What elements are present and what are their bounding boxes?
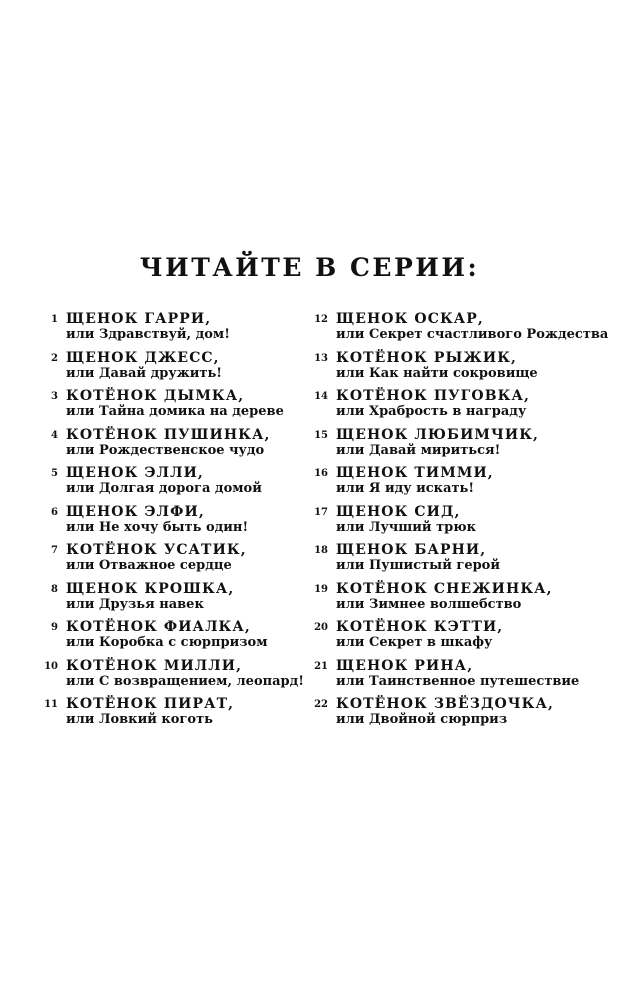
book-number: 16 (314, 468, 328, 479)
book-subtitle: или Коробка с сюрпризом (66, 635, 268, 650)
book-title: КОТЁНОК ПИРАТ, (66, 696, 235, 712)
book-number: 19 (314, 583, 328, 595)
book-title: ЩЕНОК ЭЛФИ, (66, 503, 205, 520)
page-heading: ЧИТАЙТЕ В СЕРИИ: (139, 253, 480, 282)
book-number: 4 (51, 429, 58, 441)
book-subtitle: или Отважное сердце (66, 558, 232, 573)
book-subtitle: или Я иду искать! (336, 481, 475, 496)
book-number: 7 (51, 545, 58, 556)
book-number: 15 (314, 429, 328, 441)
book-number: 6 (51, 506, 58, 518)
book-title: КОТЁНОК ЗВЁЗДОЧКА, (336, 696, 554, 712)
book-number: 11 (44, 699, 58, 710)
book-subtitle: или Рождественское чудо (66, 442, 265, 458)
book-subtitle: или Ловкий коготь (66, 712, 213, 727)
book-entry-17 (308, 504, 608, 543)
book-entry-16 (308, 465, 608, 504)
book-subtitle: или Долгая дорога домой (66, 481, 262, 496)
book-title: КОТЁНОК УСАТИК, (66, 542, 247, 558)
book-subtitle: или Двойной сюрприз (336, 712, 508, 727)
book-subtitle: или Лучший трюк (336, 519, 476, 535)
book-entry-7 (38, 542, 304, 581)
book-title: КОТЁНОК ПУГОВКА, (336, 388, 530, 404)
book-subtitle: или Храбрость в награду (336, 404, 527, 419)
book-number: 3 (51, 391, 58, 402)
book-subtitle: или Таинственное путешествие (336, 673, 580, 689)
book-entry-10 (38, 658, 304, 697)
book-subtitle: или Не хочу быть один! (66, 519, 249, 535)
book-entry-9 (38, 619, 304, 658)
book-entry-19 (308, 581, 608, 620)
book-entry-4 (38, 427, 304, 466)
book-number: 9 (51, 622, 58, 633)
book-title: ЩЕНОК КРОШКА, (66, 580, 235, 597)
book-number: 2 (51, 352, 58, 364)
book-title: КОТЁНОК ПУШИНКА, (66, 426, 271, 443)
book-entry-1 (38, 311, 304, 350)
book-entry-2 (38, 350, 304, 389)
book-subtitle: или Друзья навек (66, 596, 204, 612)
book-entry-22 (308, 696, 608, 735)
book-title: ЩЕНОК ТИММИ, (336, 465, 494, 481)
book-number: 13 (314, 352, 328, 364)
book-title: КОТЁНОК ФИАЛКА, (66, 619, 251, 635)
book-title: КОТЁНОК СНЕЖИНКА, (336, 580, 553, 597)
book-title: КОТЁНОК РЫЖИК, (336, 349, 518, 366)
book-entry-12 (308, 311, 608, 350)
book-subtitle: или Как найти сокровище (336, 365, 538, 381)
book-list-right (308, 311, 608, 735)
book-number: 12 (314, 314, 328, 325)
book-entry-15 (308, 427, 608, 466)
book-number: 5 (51, 468, 58, 479)
book-title: ЩЕНОК СИД, (336, 503, 461, 520)
book-title: ЩЕНОК ГАРРИ, (66, 311, 212, 327)
book-number: 17 (314, 506, 328, 518)
book-title: КОТЁНОК КЭТТИ, (336, 619, 504, 635)
book-number: 18 (314, 545, 328, 556)
book-entry-6 (38, 504, 304, 543)
book-subtitle: или Давай дружить! (66, 365, 223, 381)
book-entry-8 (38, 581, 304, 620)
book-number: 21 (314, 660, 328, 672)
book-subtitle: или Пушистый герой (336, 558, 500, 573)
book-entry-21 (308, 658, 608, 697)
book-number: 14 (314, 391, 328, 402)
book-entry-3 (38, 388, 304, 427)
book-entry-5 (38, 465, 304, 504)
book-entry-13 (308, 350, 608, 389)
book-subtitle: или Секрет счастливого Рождества (336, 327, 609, 342)
book-subtitle: или С возвращением, леопард! (66, 673, 305, 689)
book-title: ЩЕНОК ДЖЕСС, (66, 349, 220, 366)
book-subtitle: или Зимнее волшебство (336, 596, 522, 612)
book-title: КОТЁНОК МИЛЛИ, (66, 657, 243, 674)
book-title: ЩЕНОК ЭЛЛИ, (66, 465, 204, 481)
book-entry-20 (308, 619, 608, 658)
book-number: 20 (314, 622, 328, 633)
book-entry-18 (308, 542, 608, 581)
book-title: КОТЁНОК ДЫМКА, (66, 388, 245, 404)
book-title: ЩЕНОК ОСКАР, (336, 311, 484, 327)
book-subtitle: или Секрет в шкафу (336, 635, 493, 650)
book-subtitle: или Давай мириться! (336, 442, 501, 458)
book-number: 10 (44, 660, 58, 672)
book-number: 1 (51, 314, 58, 325)
book-subtitle: или Здравствуй, дом! (66, 327, 230, 342)
book-number: 8 (51, 583, 58, 595)
book-title: ЩЕНОК РИНА, (336, 657, 474, 674)
book-title: ЩЕНОК ЛЮБИМЧИК, (336, 426, 540, 443)
book-entry-14 (308, 388, 608, 427)
book-entry-11 (38, 696, 304, 735)
book-title: ЩЕНОК БАРНИ, (336, 542, 487, 558)
book-subtitle: или Тайна домика на дереве (66, 404, 284, 419)
book-number: 22 (314, 699, 328, 710)
book-list-left (38, 311, 304, 735)
